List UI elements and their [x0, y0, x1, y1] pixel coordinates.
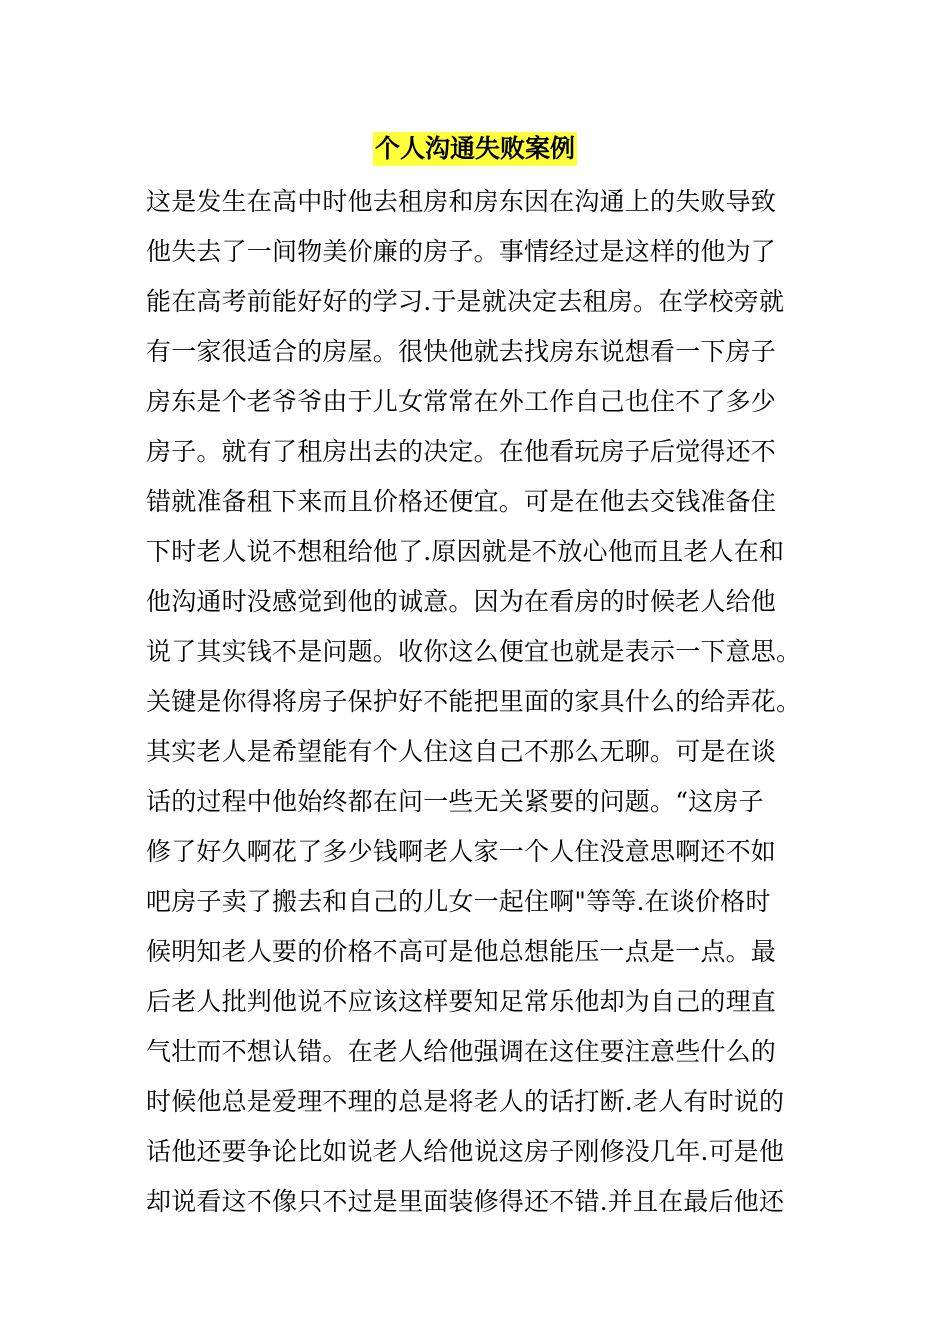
body-line: 他失去了一间物美价廉的房子。事情经过是这样的他为了: [146, 237, 777, 266]
body-line: 修了好久啊花了多少钱啊老人家一个人住没意思啊还不如: [146, 837, 777, 866]
body-line: 下时老人说不想租给他了.原因就是不放心他而且老人在和: [146, 537, 785, 566]
body-line: 他沟通时没感觉到他的诚意。因为在看房的时候老人给他: [146, 587, 777, 616]
body-line: 时候他总是爱理不理的总是将老人的话打断.老人有时说的: [146, 1087, 785, 1116]
body-line: 房东是个老爷爷由于儿女常常在外工作自己也住不了多少: [146, 387, 777, 416]
body-line: 吧房子卖了搬去和自己的儿女一起住啊"等等.在谈价格时: [146, 887, 771, 916]
body-line: 却说看这不像只不过是里面装修得还不错.并且在最后他还: [146, 1187, 785, 1216]
body-line: 说了其实钱不是问题。收你这么便宜也就是表示一下意思。: [146, 637, 802, 666]
body-line: 后老人批判他说不应该这样要知足常乐他却为自己的理直: [146, 987, 777, 1016]
body-line: 有一家很适合的房屋。很快他就去找房东说想看一下房子: [146, 337, 777, 366]
body-line: 话的过程中他始终都在问一些无关紧要的问题。“这房子: [146, 787, 764, 816]
body-line: 候明知老人要的价格不高可是他总想能压一点是一点。最: [146, 937, 777, 966]
body-line: 这是发生在高中时他去租房和房东因在沟通上的失败导致: [146, 187, 777, 216]
body-line: 错就准备租下来而且价格还便宜。可是在他去交钱准备住: [146, 487, 777, 516]
body-line: 能在高考前能好好的学习.于是就决定去租房。在学校旁就: [146, 287, 785, 316]
body-line: 其实老人是希望能有个人住这自己不那么无聊。可是在谈: [146, 737, 777, 766]
body-line: 气壮而不想认错。在老人给他强调在这住要注意些什么的: [146, 1037, 777, 1066]
document-title: 个人沟通失败案例: [373, 132, 577, 166]
body-line: 房子。就有了租房出去的决定。在他看玩房子后觉得还不: [146, 437, 777, 466]
title-container: [0, 132, 950, 166]
body-line: 关键是你得将房子保护好不能把里面的家具什么的给弄花。: [146, 687, 802, 716]
document-body: [146, 177, 806, 1227]
body-line: 话他还要争论比如说老人给他说这房子刚修没几年.可是他: [146, 1137, 785, 1166]
